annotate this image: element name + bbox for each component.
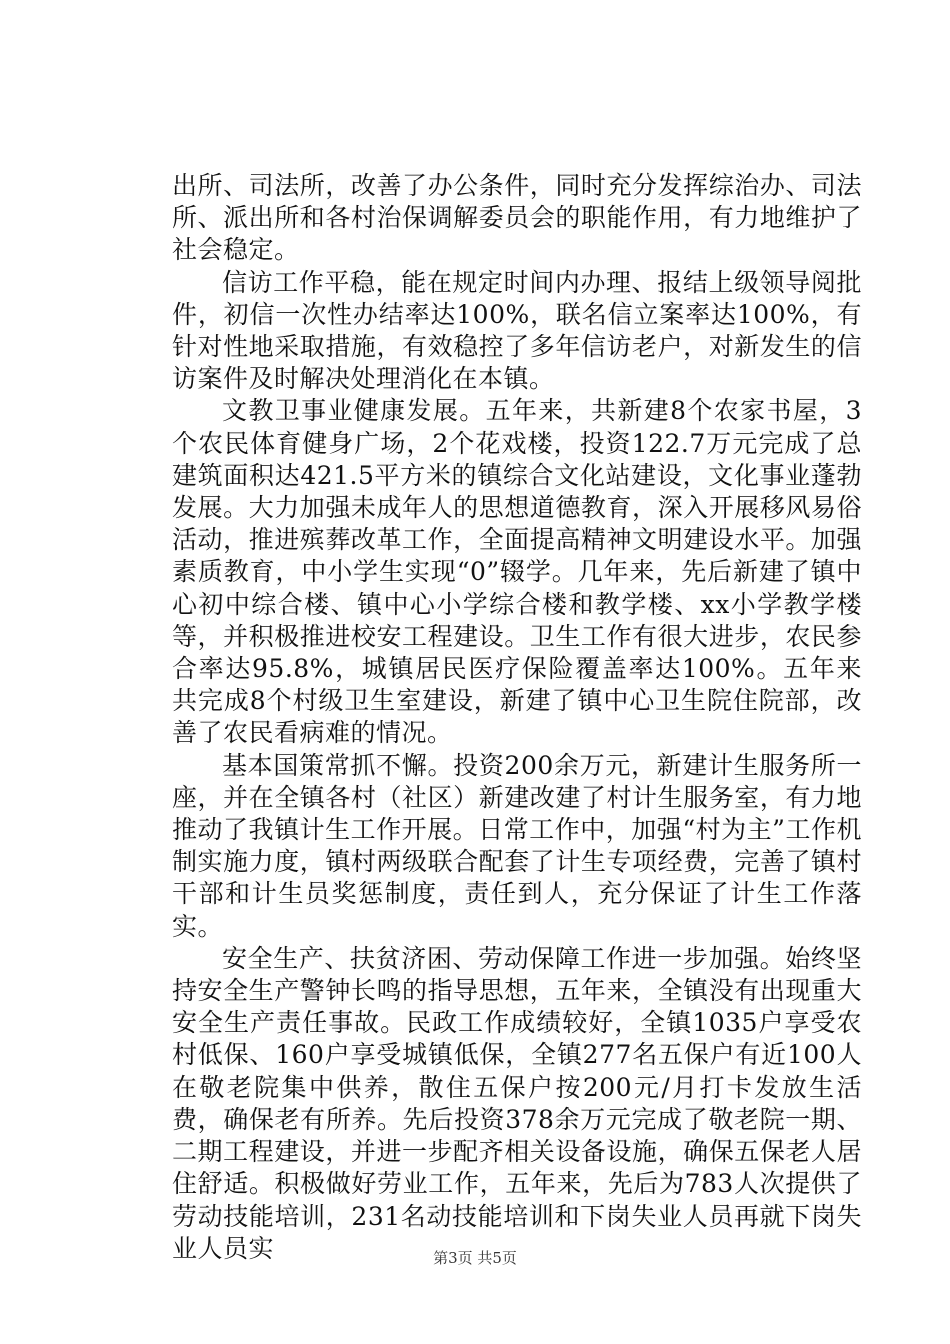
paragraph-social-stability: 出所、司法所，改善了办公条件，同时充分发挥综治办、司法所、派出所和各村治保调解委员会的职能作用，有力地维护了社会稳定。	[172, 171, 862, 265]
page-footer	[0, 1247, 950, 1268]
page-number: 第3页 共5页	[433, 1249, 517, 1267]
paragraph-family-planning: 基本国策常抓不懈。投资200余万元，新建计生服务所一座，并在全镇各村（社区）新建改建了村计生服务室，有力地推动了我镇计生工作开展。日常工作中，加强“村为主”工作机制实施力度，镇村两级联合配套了计生专项经费，完善了镇村干部和计生员奖惩制度，责任到人，充分保证了计生工作落实。	[172, 750, 862, 941]
paragraph-safety-welfare-labor: 安全生产、扶贫济困、劳动保障工作进一步加强。始终坚持安全生产警钟长鸣的指导思想，五年来，全镇没有出现重大安全生产责任事故。民政工作成绩较好，全镇1035户享受农村低保、160户享受城镇低保，全镇277名五保户有近100人在敬老院集中供养，散住五保户按200元/月打卡发放生活费，确保老有所养。先后投资378余万元完成了敬老院一期、二期工程建设，并进一步配齐相关设备设施，确保五保老人居住舒适。积极做好劳业工作，五年来，先后为783人次提供了劳动技能培训，231名动技能培训和下岗失业人员再就下岗失业人员实	[172, 943, 862, 1263]
paragraph-petition-work: 信访工作平稳，能在规定时间内办理、报结上级领导阅批件，初信一次性办结率达100%，联名信立案率达100%，有针对性地采取措施，有效稳控了多年信访老户，对新发生的信访案件及时解决处理消化在本镇。	[172, 267, 862, 394]
body-text	[172, 170, 862, 1265]
paragraph-culture-education-health: 文教卫事业健康发展。五年来，共新建8个农家书屋，3个农民体育健身广场，2个花戏楼，投资122.7万元完成了总建筑面积达421.5平方米的镇综合文化站建设，文化事业蓬勃发展。大力加强未成年人的思想道德教育，深入开展移风易俗活动，推进殡葬改革工作，全面提高精神文明建设水平。加强素质教育，中小学生实现“0”辍学。几年来，先后新建了镇中心初中综合楼、镇中心小学综合楼和教学楼、xx小学教学楼等，并积极推进校安工程建设。卫生工作有很大进步，农民参合率达95.8%，城镇居民医疗保险覆盖率达100%。五年来共完成8个村级卫生室建设，新建了镇中心卫生院住院部，改善了农民看病难的情况。	[172, 396, 862, 748]
